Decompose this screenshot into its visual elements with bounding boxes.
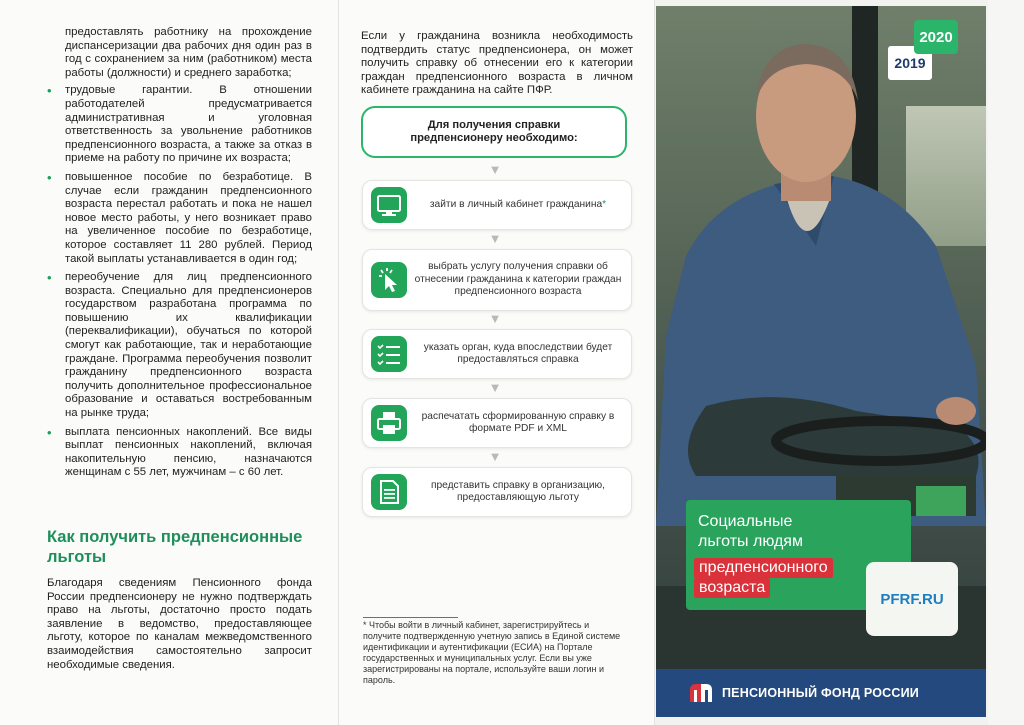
left-panel bbox=[0, 0, 339, 725]
printer-icon bbox=[371, 405, 407, 441]
footnote-divider bbox=[363, 617, 458, 618]
page-edge bbox=[988, 0, 1024, 725]
step-text: представить справку в организацию, предоставляющую льготу bbox=[430, 479, 606, 503]
benefits-list-block bbox=[47, 26, 312, 485]
step-text: выбрать услугу получения справки об отнесении гражданина к категории граждан предпенсионного возраста bbox=[414, 261, 622, 298]
title-line: льготы людям bbox=[698, 533, 803, 550]
footnote-star: * bbox=[602, 198, 607, 210]
intro-paragraph: Если у гражданина возникла необходимость подтвердить статус предпенсионера, он может получить справку об отнесении его к категории граждан предпенсионного возраста в личном кабинете гражданина на сайте ПФР. bbox=[361, 30, 633, 97]
down-arrow-icon: ▼ bbox=[488, 380, 502, 395]
title-highlight: предпенсионного bbox=[694, 558, 833, 578]
title-highlight: возраста bbox=[694, 578, 770, 598]
org-footer bbox=[656, 669, 986, 717]
down-arrow-icon: ▼ bbox=[488, 231, 502, 246]
website-badge: PFRF.RU bbox=[866, 562, 958, 636]
benefit-item: • выплата пенсионных накоплений. Все виды выплат пенсионных накоплений, включая накопительную пенсию, назначаются женщинам с 55 лет, мужчинам – с 60 лет. bbox=[47, 426, 312, 480]
down-arrow-icon: ▼ bbox=[488, 162, 502, 177]
cover-panel bbox=[656, 6, 986, 717]
pfr-logo-icon bbox=[688, 682, 714, 704]
year-badge-2019: 2019 bbox=[888, 46, 932, 80]
step-card bbox=[362, 180, 632, 230]
lead-paragraph: предоставлять работнику на прохождение диспансеризации два рабочих дня один раз в год с сохранением за ним (работником) места работы (должности) и среднего заработка; bbox=[65, 26, 312, 79]
section-title: Как получить предпенсионные льготы bbox=[47, 528, 303, 566]
checklist-icon bbox=[371, 336, 407, 372]
step-text: распечатать сформированную справку в формате PDF и XML bbox=[421, 410, 615, 434]
benefit-item: • трудовые гарантии. В отношении работодателей предусматривается административная и уголовная ответственность за увольнение работников предпенсионного возраста, а также за отказ в приеме на работу по причине их возраста; bbox=[47, 84, 312, 166]
document-icon bbox=[371, 474, 407, 510]
step-text: указать орган, куда впоследствии будет предоставляться справка bbox=[423, 341, 613, 365]
down-arrow-icon: ▼ bbox=[488, 311, 502, 326]
footnote: * Чтобы войти в личный кабинет, зарегистрируйтесь и получите подтвержденную учетную запись в Единой системе идентификации и аутентификации (ЕСИА) на Портале государственных и муниципальных услуг. Если вы уже зарегистрированы на портале, используйте ваши логин и пароль. bbox=[363, 620, 621, 685]
benefit-item: • повышенное пособие по безработице. В случае если гражданин предпенсионного возраста перестал работать и пока не нашел новое место работы, у него возникает право на увеличенное пособие по безработице, которое составляет 11 280 рублей. Период такой выплаты устанавливается в один год; bbox=[47, 171, 312, 266]
org-name: ПЕНСИОННЫЙ ФОНД РОССИИ bbox=[722, 686, 919, 700]
step-card bbox=[362, 249, 632, 311]
step-card bbox=[362, 467, 632, 517]
benefits-list bbox=[47, 84, 312, 480]
section-body: Благодаря сведениям Пенсионного фонда России предпенсионеру не нужно подтверждать право на льготы, достаточно просто подать заявление в ведомство, предоставляющее льготу, которое по каналам межведомственного взаимодействия самостоятельно запросит необходимые сведения. bbox=[47, 577, 312, 671]
cursor-click-icon bbox=[371, 262, 407, 298]
computer-icon bbox=[371, 187, 407, 223]
step-card bbox=[362, 329, 632, 379]
title-line: Социальные bbox=[698, 513, 793, 530]
down-arrow-icon: ▼ bbox=[488, 449, 502, 464]
step-text: зайти в личный кабинет гражданина bbox=[429, 198, 603, 210]
step-card bbox=[362, 398, 632, 448]
callout-box: Для получения справки предпенсионеру необходимо: bbox=[361, 106, 627, 158]
year-badge-2020: 2020 bbox=[914, 20, 958, 54]
benefit-item: • переобучение для лиц предпенсионного возраста. Специально для предпенсионеров государством разработана программа по повышению их квалификации (переквалификации), обучаться по которой смогут как работающие, так и неработающие граждане. Программа переобучения позволит гражданину предпенсионного возраста получить дополнительное профессиональное образование и оставаться востребованным на рынке труда; bbox=[47, 271, 312, 421]
